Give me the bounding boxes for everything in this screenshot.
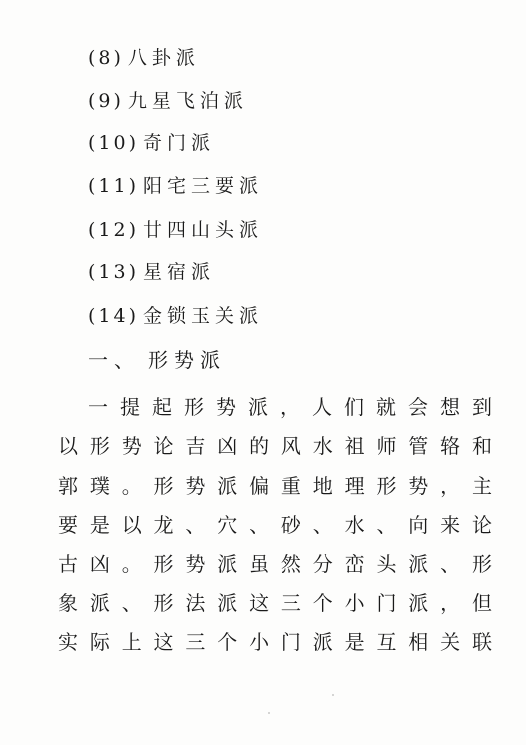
- list-item-number: (13): [88, 261, 140, 283]
- list-item-text: 九星飞泊派: [127, 90, 248, 112]
- list-item-text: 金锁玉关派: [143, 305, 264, 327]
- list-item-13: [88, 260, 215, 284]
- list-item-number: (12): [88, 219, 140, 241]
- scan-speck: [268, 712, 270, 714]
- list-item-number: (8): [88, 47, 124, 69]
- paragraph-line: 郭璞。形势派偏重地理形势，主: [58, 474, 492, 498]
- list-item-number: (11): [88, 175, 140, 197]
- section-title: 形势派: [148, 348, 226, 372]
- paragraph-line: 实际上这三个小门派是互相关联: [58, 630, 492, 654]
- list-item-number: (14): [88, 305, 140, 327]
- list-item-number: (9): [88, 90, 124, 112]
- list-item-text: 八卦派: [127, 47, 200, 69]
- list-item-10: [88, 131, 215, 155]
- list-item-text: 奇门派: [143, 132, 216, 154]
- list-item-number: (10): [88, 132, 140, 154]
- list-item-8: [88, 46, 200, 70]
- section-number: 一、: [88, 348, 140, 372]
- list-item-14: [88, 304, 263, 328]
- list-item-text: 阳宅三要派: [143, 175, 264, 197]
- list-item-12: [88, 218, 263, 242]
- list-item-text: 星宿派: [143, 261, 216, 283]
- paragraph-line: 以形势论吉凶的风水祖师管辂和: [58, 434, 492, 458]
- paragraph-line: 象派、形法派这三个小门派，但: [58, 591, 492, 615]
- paragraph-line: 要是以龙、穴、砂、水、向来论: [58, 513, 492, 537]
- list-item-11: [88, 174, 263, 198]
- scan-speck: [332, 694, 334, 696]
- paragraph-line: 一提起形势派，人们就会想到: [88, 395, 492, 419]
- list-item-9: [88, 89, 248, 113]
- paragraph-line: 古凶。形势派虽然分峦头派、形: [58, 552, 492, 576]
- list-item-text: 廿四山头派: [143, 219, 264, 241]
- section-heading: [88, 347, 226, 373]
